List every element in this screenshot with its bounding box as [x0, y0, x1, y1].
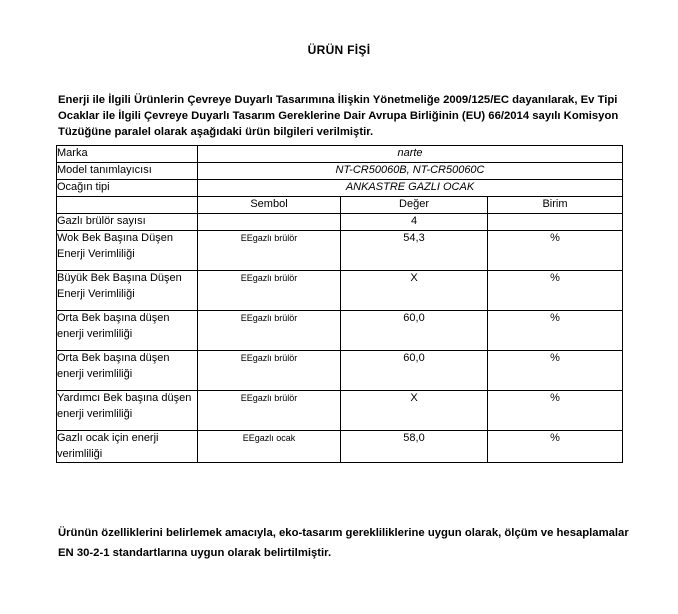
row-value-large-burner: X [341, 271, 488, 311]
row-label-model: Model tanımlayıcısı [57, 163, 198, 180]
row-label-burner-count: Gazlı brülör sayısı [57, 214, 198, 231]
row-unit-large-burner: % [488, 271, 623, 311]
symbol-subscript: gazlı brülör [252, 273, 298, 283]
symbol-subscript: gazlı ocak [254, 433, 296, 443]
table-header-row [57, 197, 623, 214]
column-header-unit: Birim [488, 197, 623, 214]
symbol-main: EE [240, 233, 253, 243]
row-unit-gas-hob: % [488, 431, 623, 463]
row-value-medium-burner-2: 60,0 [341, 351, 488, 391]
row-label-wok-burner: Wok Bek Başına Düşen Enerji Verimliliği [57, 231, 198, 271]
table-row [57, 231, 623, 271]
row-value-wok-burner: 54,3 [341, 231, 488, 271]
row-label-gas-hob: Gazlı ocak için enerji verimliliği [57, 431, 198, 463]
row-symbol-auxiliary-burner [198, 391, 341, 431]
row-symbol-medium-burner-1 [198, 311, 341, 351]
row-value-model: NT-CR50060B, NT-CR50060C [198, 163, 623, 180]
row-unit-wok-burner: % [488, 231, 623, 271]
row-symbol-burner-count [198, 214, 341, 231]
row-label-marka: Marka [57, 146, 198, 163]
row-unit-auxiliary-burner: % [488, 391, 623, 431]
row-value-medium-burner-1: 60,0 [341, 311, 488, 351]
row-symbol-large-burner [198, 271, 341, 311]
row-symbol-wok-burner [198, 231, 341, 271]
row-unit-medium-burner-1: % [488, 311, 623, 351]
column-header-blank [57, 197, 198, 214]
table-row [57, 431, 623, 463]
symbol-main: EE [240, 353, 253, 363]
symbol-main: EE [240, 393, 253, 403]
row-value-marka: narte [198, 146, 623, 163]
row-unit-burner-count [488, 214, 623, 231]
product-spec-table [56, 145, 623, 463]
intro-paragraph: Enerji ile İlgili Ürünlerin Çevreye Duyarlı Tasarımına İlişkin Yönetmeliğe 2009/125/EC dayanılarak, Ev Tipi Ocaklar ile İlgili Çevreye Duyarlı Tasarım Gereklerine Dair Avrupa Birliğinin (EU) 66/2014 sayılı Komisyon Tüzüğüne paralel olarak aşağıdaki ürün bilgileri verilmiştir. [58, 94, 619, 139]
row-value-burner-count: 4 [341, 214, 488, 231]
table-row [57, 311, 623, 351]
symbol-subscript: gazlı brülör [252, 313, 298, 323]
table-row [57, 391, 623, 431]
row-value-auxiliary-burner: X [341, 391, 488, 431]
symbol-main: EE [240, 313, 253, 323]
symbol-subscript: gazlı brülör [252, 393, 298, 403]
row-label-auxiliary-burner: Yardımcı Bek başına düşen enerji verimliliği [57, 391, 198, 431]
symbol-subscript: gazlı brülör [252, 233, 298, 243]
table-row [57, 146, 623, 163]
symbol-main: EE [240, 273, 253, 283]
column-header-value: Değer [341, 197, 488, 214]
row-value-hob-type: ANKASTRE GAZLI OCAK [198, 180, 623, 197]
row-label-medium-burner-2: Orta Bek başına düşen enerji verimliliği [57, 351, 198, 391]
symbol-subscript: gazlı brülör [252, 353, 298, 363]
column-header-symbol: Sembol [198, 197, 341, 214]
table-row [57, 163, 623, 180]
page-title: ÜRÜN FİŞİ [307, 43, 371, 57]
row-unit-medium-burner-2: % [488, 351, 623, 391]
row-symbol-gas-hob [198, 431, 341, 463]
footer-note: Ürünün özelliklerini belirlemek amacıyla, eko-tasarım gerekliliklerine uygun olarak, ölçüm ve hesaplamalar EN 30-2-1 standartlarına uygun olarak belirtilmiştir. [58, 527, 629, 559]
row-value-gas-hob: 58,0 [341, 431, 488, 463]
table-row [57, 214, 623, 231]
row-symbol-medium-burner-2 [198, 351, 341, 391]
table-row [57, 271, 623, 311]
row-label-hob-type: Ocağın tipi [57, 180, 198, 197]
symbol-main: EE [242, 433, 255, 443]
row-label-medium-burner-1: Orta Bek başına düşen enerji verimliliği [57, 311, 198, 351]
row-label-large-burner: Büyük Bek Başına Düşen Enerji Verimliliği [57, 271, 198, 311]
table-row [57, 351, 623, 391]
table-row [57, 180, 623, 197]
